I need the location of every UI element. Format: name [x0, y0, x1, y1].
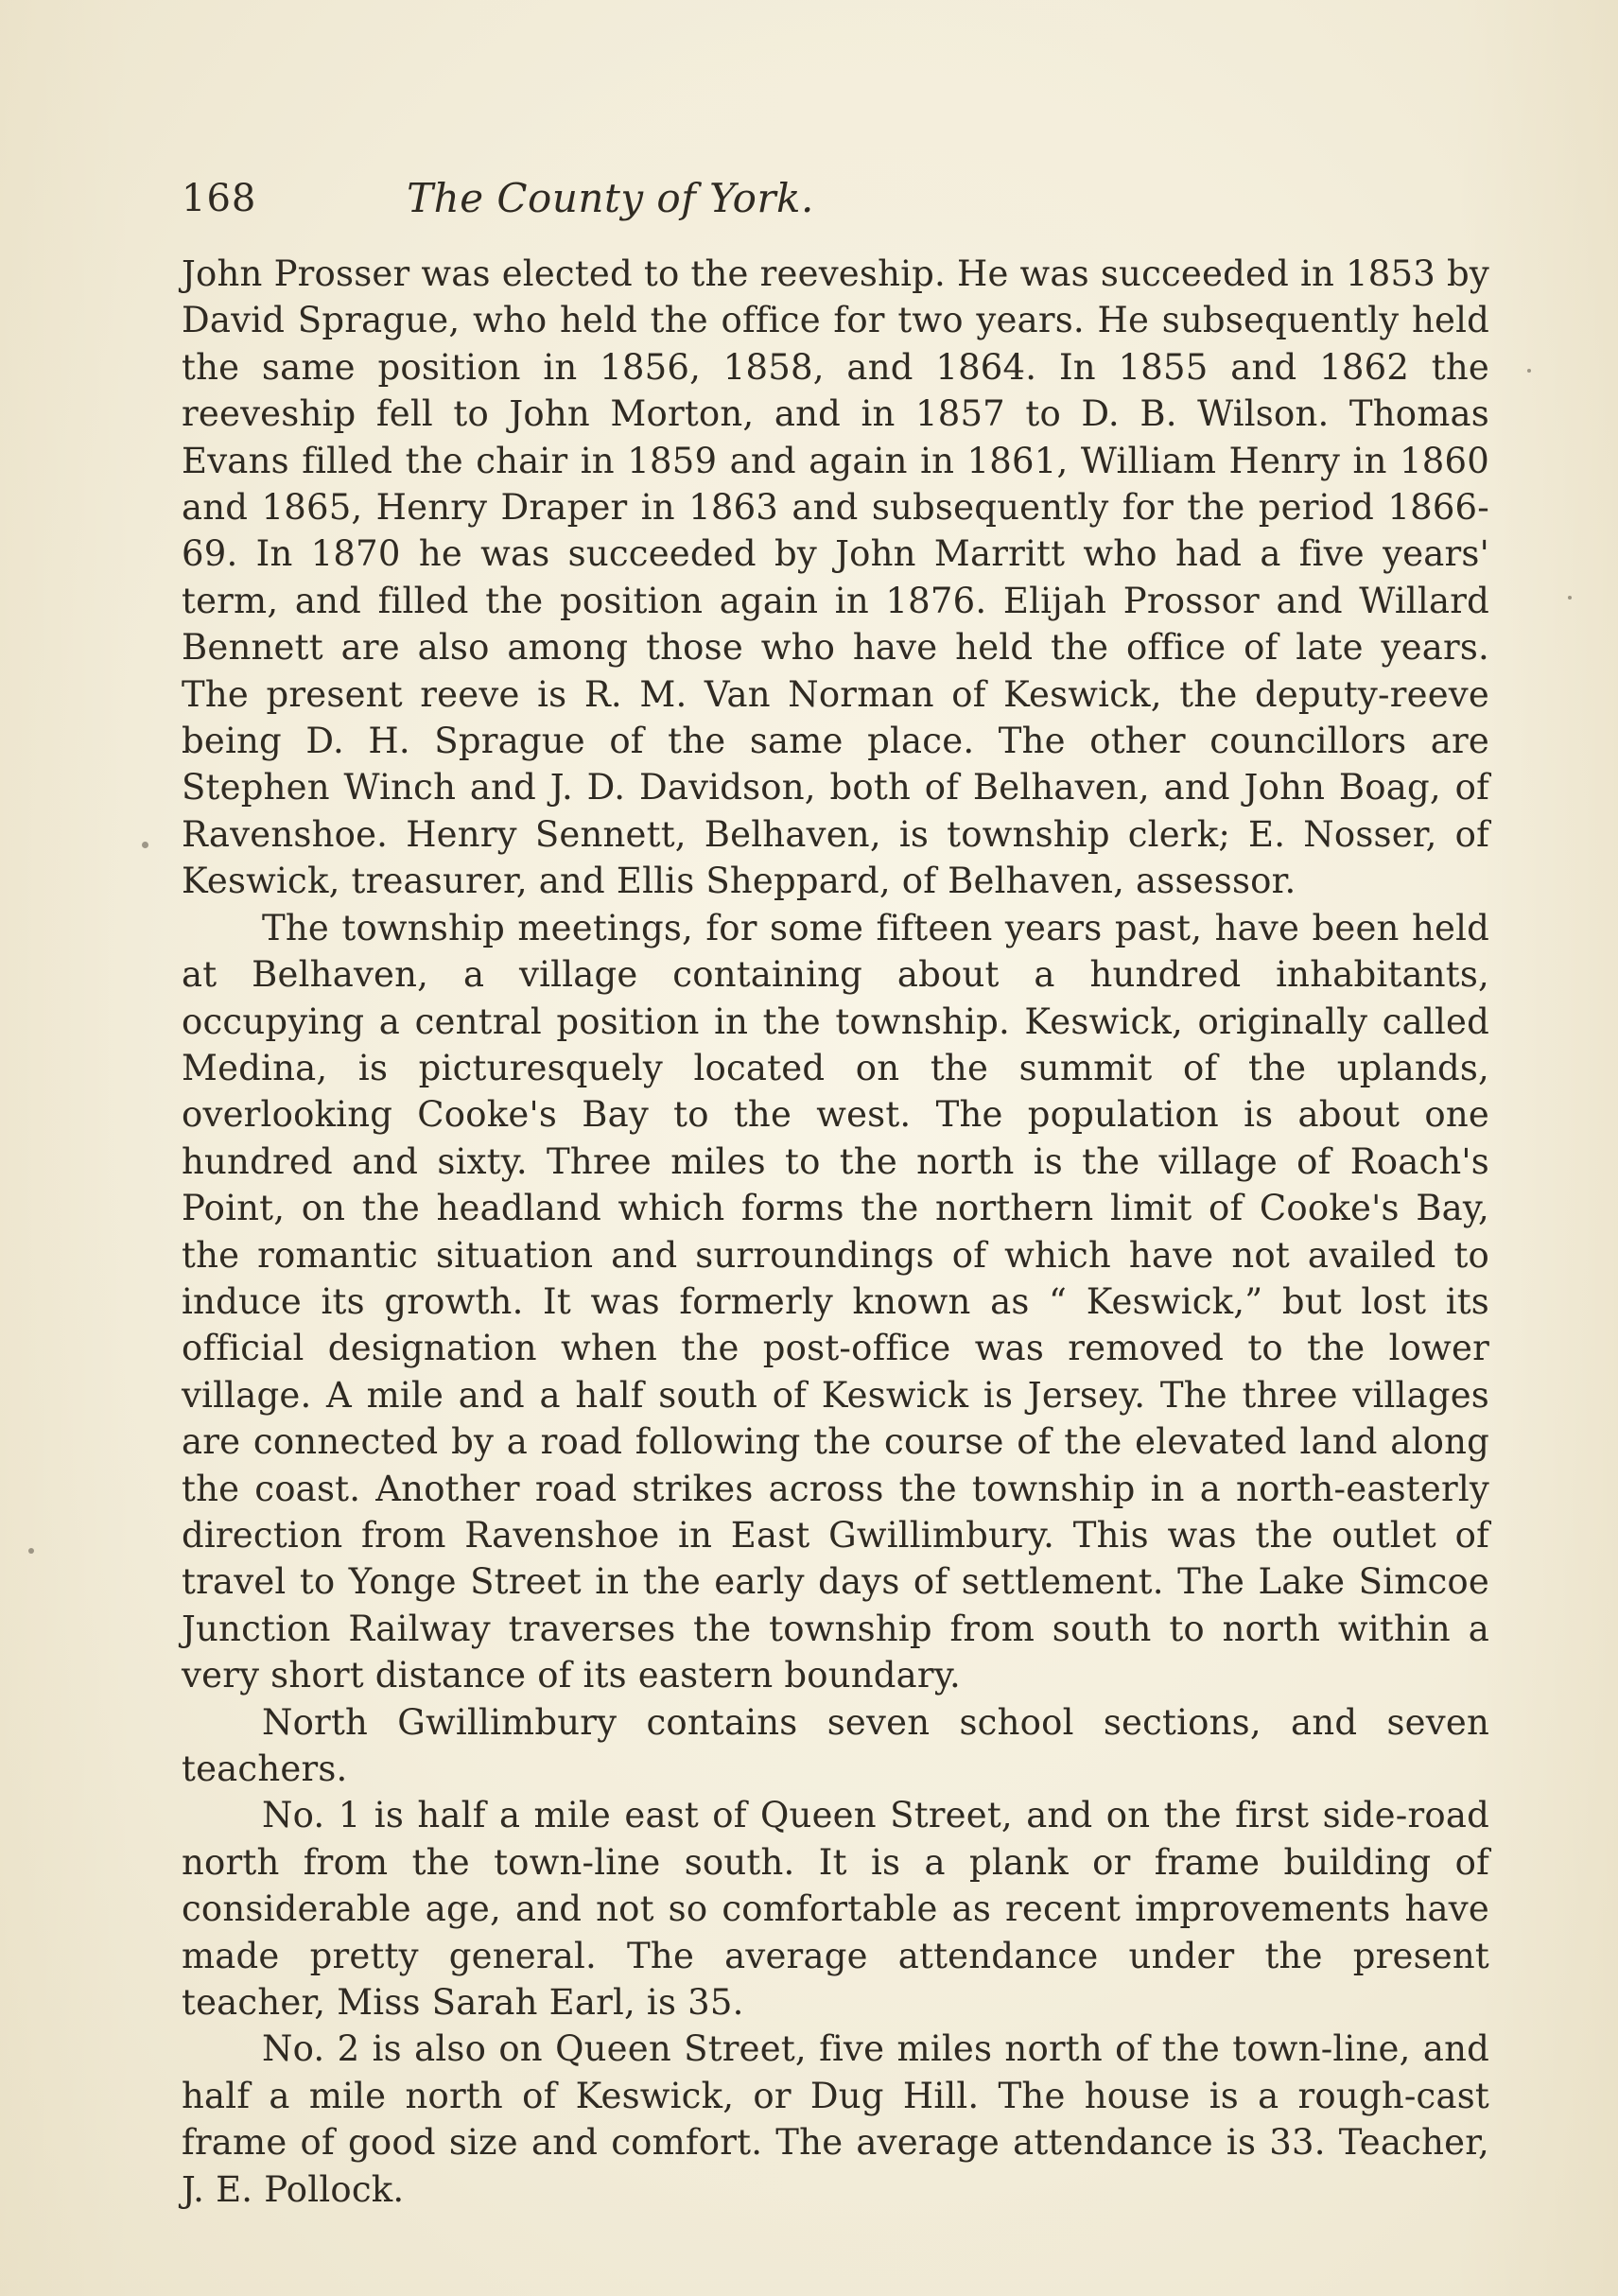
paragraph-villages: The township meetings, for some fifteen years past, have been held at Belhaven, a village containing about a hundred inhabitants, occupying a central position in the township. Keswick, originally called Medina, is picturesquely located on the summit of the uplands, overlooking Cooke's Bay to the west. The population is about one hundred and sixty. Three miles to the north is the village of Roach's Point, on the headland which forms the northern limit of Cooke's Bay, the romantic situation and surroundings of which have not availed to induce its growth. It was formerly known as “ Keswick,” but lost its official designation when the post-office was removed to the lower village. A mile and a half south of Keswick is Jersey. The three villages are connected by a road following the course of the elevated land along the coast. Another road strikes across the township in a north-easterly direction from Ravenshoe in East Gwillimbury. This was the outlet of travel to Yonge Street in the early days of settlement. The Lake Simcoe Junction Railway traverses the township from south to north within a very short distance of its eastern boundary.: [182, 907, 1489, 1696]
margin-mark: [1527, 369, 1531, 373]
paragraph-schools-intro: North Gwillimbury contains seven school sections, and seven teachers.: [182, 1701, 1489, 1789]
margin-mark: [1568, 596, 1572, 600]
paragraph-reeves: John Prosser was elected to the reeveship. He was succeeded in 1853 by David Sprague, who held the office for two years. He subsequently held the same position in 1856, 1858, and 1864. In 1855 and 1862 the reeveship fell to John Morton, and in 1857 to D. B. Wilson. Thomas Evans filled the chair in 1859 and again in 1861, William Henry in 1860 and 1865, Henry Draper in 1863 and subsequently for the period 1866-69. In 1870 he was succeeded by John Marritt who had a five years' term, and filled the position again in 1876. Elijah Prossor and Willard Bennett are also among those who have held the office of late years. The present reeve is R. M. Van Norman of Keswick, the deputy-reeve being D. H. Sprague of the same place. The other councillors are Stephen Winch and J. D. Davidson, both of Belhaven, and John Boag, of Ravenshoe. Henry Sennett, Belhaven, is township clerk; E. Nosser, of Keswick, treasurer, and Ellis Sheppard, of Belhaven, assessor.: [182, 253, 1489, 902]
running-title: The County of York.: [407, 175, 814, 221]
page-number: 168: [182, 177, 257, 220]
margin-mark: [142, 842, 148, 848]
page-header: [182, 170, 1039, 227]
margin-mark: [28, 1548, 34, 1554]
body-text: [182, 251, 1489, 2213]
paragraph-school-no-1: No. 1 is half a mile east of Queen Street, and on the first side-road north from the town-line south. It is a plank or frame building of considerable age, and not so comfortable as recent improvements have made pretty general. The average attendance under the present teacher, Miss Sarah Earl, is 35.: [182, 1795, 1489, 2024]
paragraph-school-no-2: No. 2 is also on Queen Street, five miles north of the town-line, and half a mile north of Keswick, or Dug Hill. The house is a rough-cast frame of good size and comfort. The average attendance is 33. Teacher, J. E. Pollock.: [182, 2028, 1489, 2210]
